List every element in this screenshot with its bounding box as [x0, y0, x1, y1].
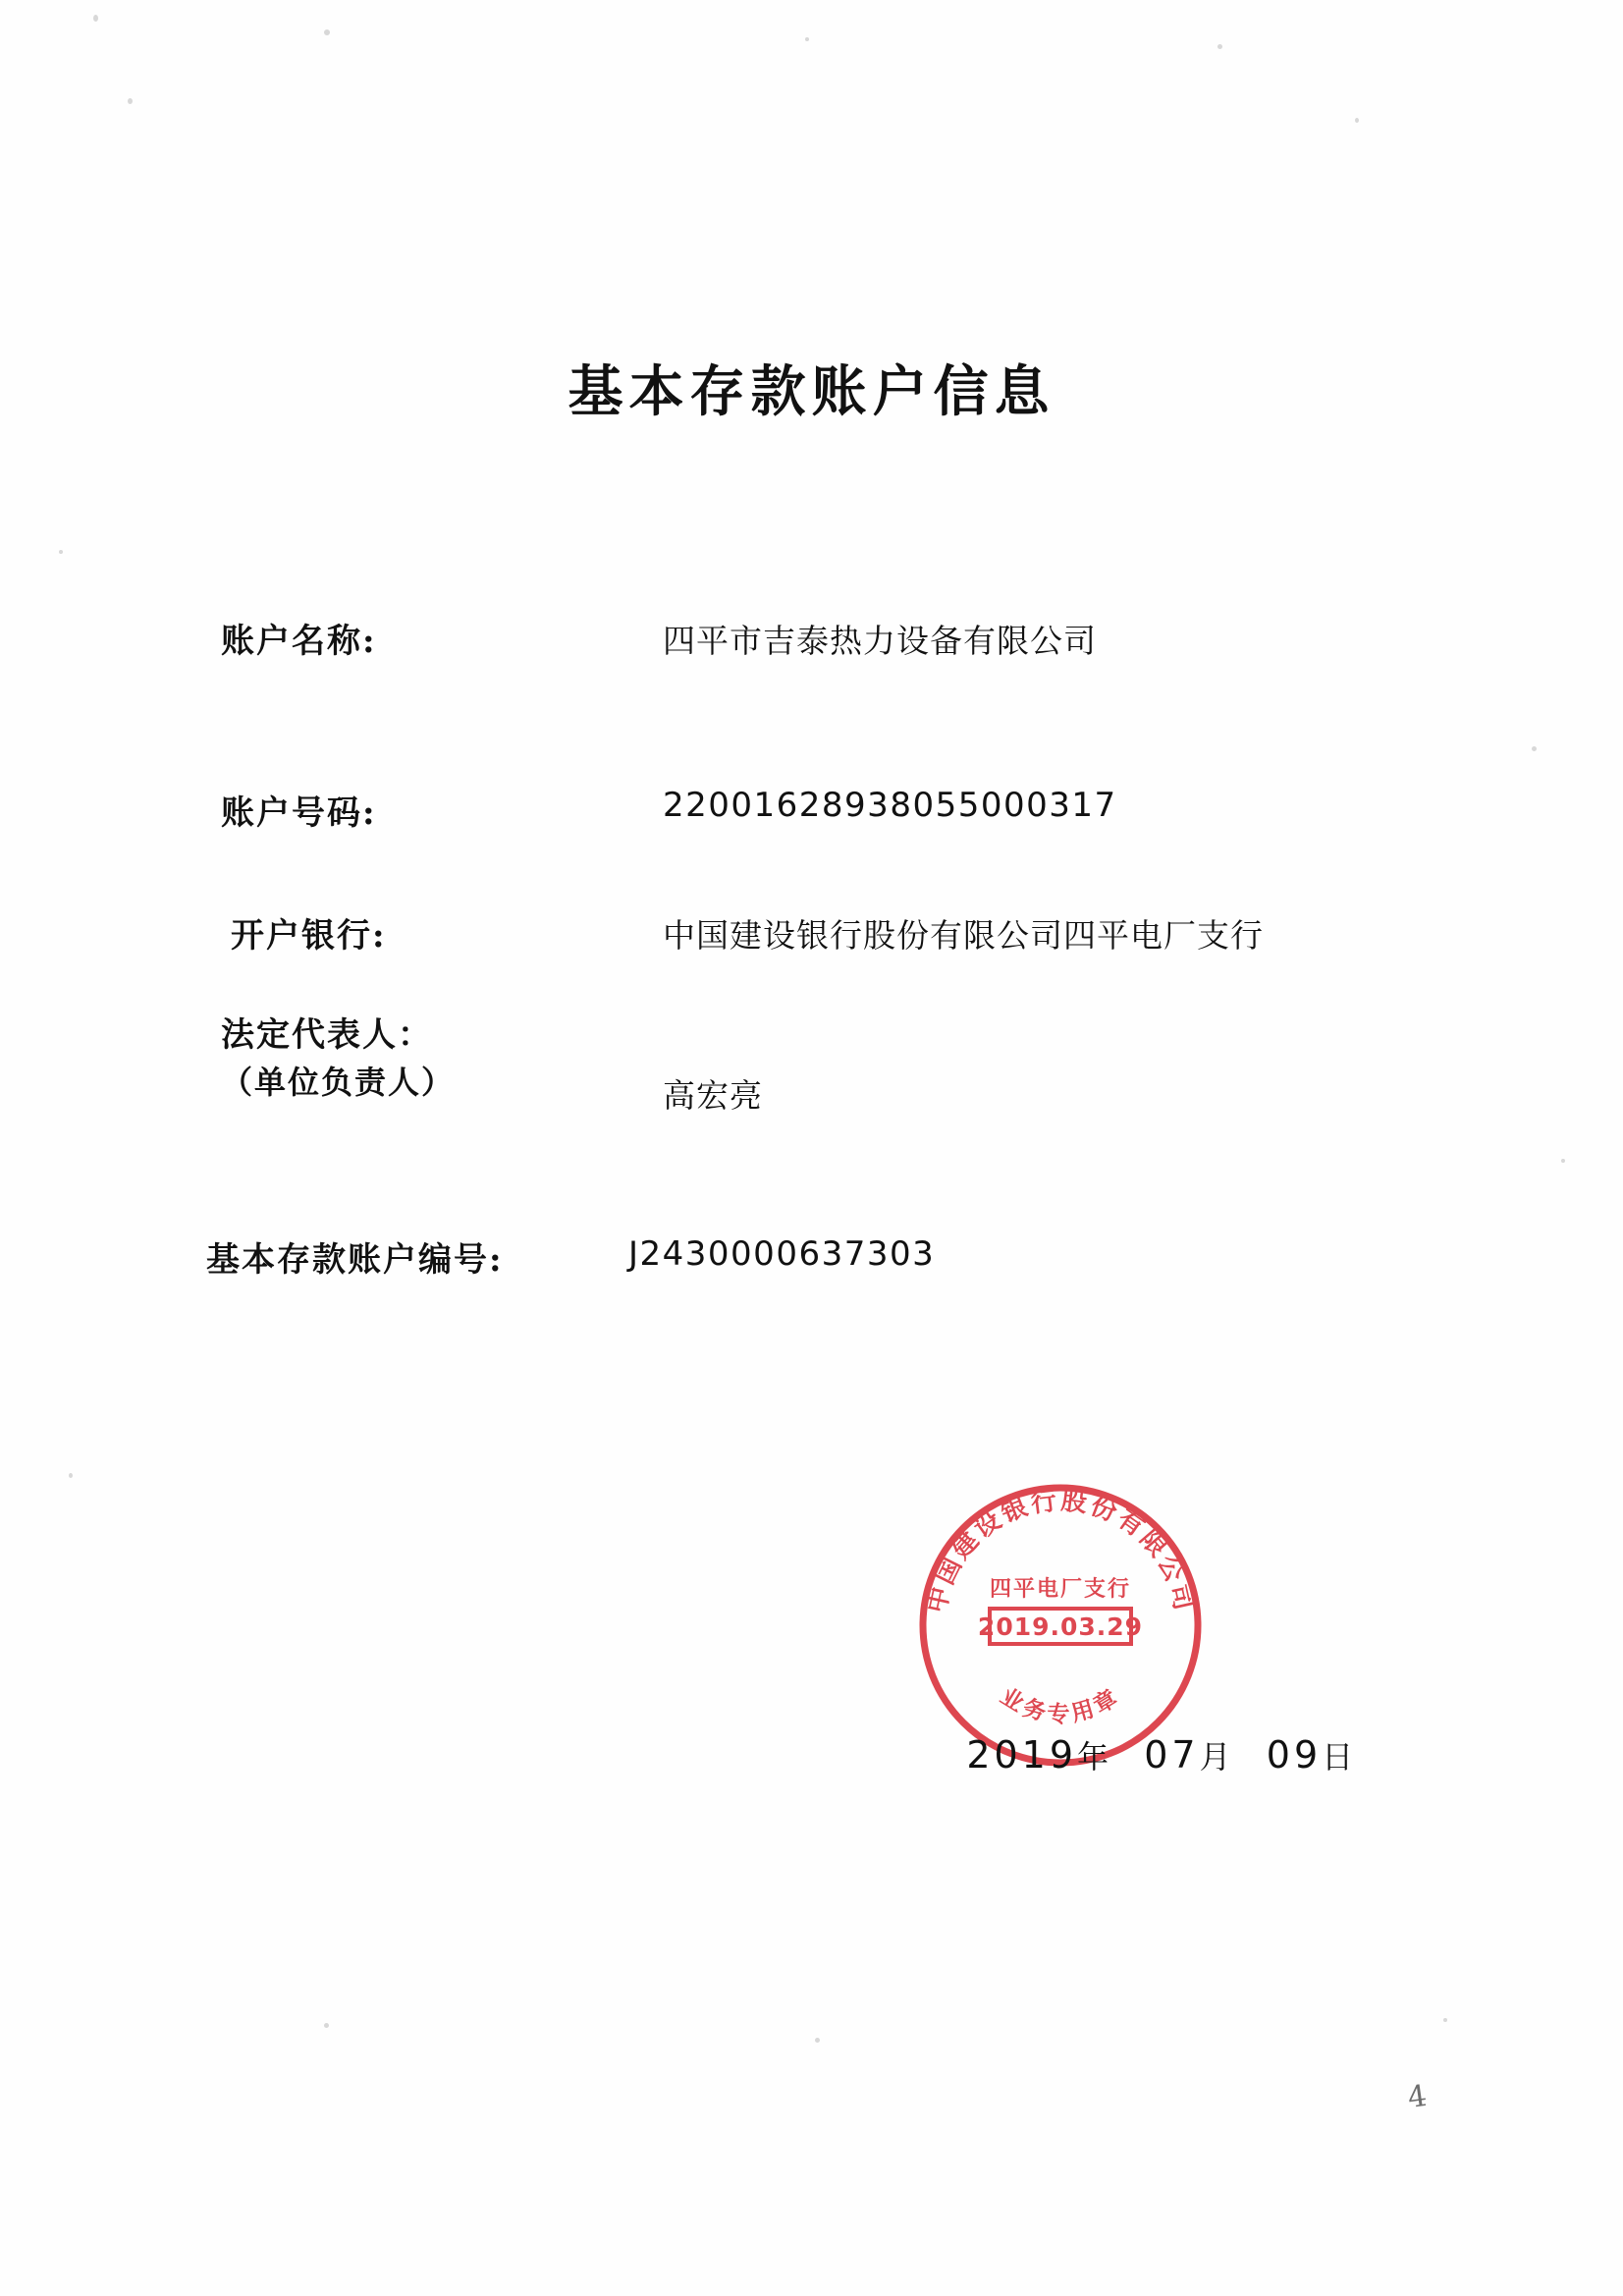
paper-speck — [93, 15, 98, 22]
field-label-bank-name: 开户银行: — [231, 916, 387, 956]
svg-text:业务专用章: 业务专用章 — [996, 1682, 1125, 1727]
paper-speck — [324, 2023, 329, 2028]
field-basic-account-no — [206, 1232, 936, 1281]
paper-speck — [1217, 44, 1222, 49]
field-value-legal-representative: 高宏亮 — [663, 1076, 763, 1115]
field-legal-representative — [221, 1011, 763, 1115]
paper-speck — [815, 2038, 820, 2043]
paper-speck — [1443, 2018, 1447, 2022]
paper-speck — [1532, 746, 1537, 751]
paper-speck — [59, 550, 63, 554]
field-account-number — [221, 786, 1117, 834]
svg-text:2019.03.29: 2019.03.29 — [977, 1613, 1144, 1641]
field-label-legal-representative-line2: （单位负责人） — [221, 1064, 456, 1102]
paper-speck — [324, 29, 330, 35]
svg-text:中国建设银行股份有限公司: 中国建设银行股份有限公司 — [922, 1486, 1199, 1616]
issue-date-month: 07 — [1144, 1733, 1200, 1777]
field-label-account-number: 账户号码: — [221, 793, 377, 833]
field-label-account-name: 账户名称: — [221, 622, 377, 661]
issue-date-year: 2019 — [966, 1733, 1078, 1777]
paper-speck — [69, 1473, 73, 1478]
issue-date-year-char: 年 — [1077, 1738, 1113, 1776]
field-value-account-name: 四平市吉泰热力设备有限公司 — [663, 622, 1097, 660]
paper-speck — [1355, 118, 1359, 123]
field-account-name — [221, 614, 1097, 662]
svg-text:四平电厂支行: 四平电厂支行 — [989, 1576, 1132, 1602]
field-value-account-number: 22001628938055000317 — [663, 786, 1117, 825]
field-label-legal-representative-line1: 法定代表人： — [221, 1015, 433, 1055]
page-title: 基本存款账户信息 — [568, 359, 1055, 424]
paper-speck — [805, 37, 809, 41]
handwritten-mark: 4 — [1405, 2078, 1430, 2116]
issue-date-day: 09 — [1266, 1733, 1323, 1777]
field-label-basic-account-no: 基本存款账户编号: — [206, 1240, 504, 1280]
paper-speck — [128, 98, 133, 104]
field-bank-name — [231, 908, 1264, 957]
issue-date — [903, 1689, 1357, 1821]
issue-date-month-char: 月 — [1199, 1738, 1235, 1776]
field-label-legal-representative — [221, 1011, 455, 1106]
field-value-basic-account-no: J2430000637303 — [628, 1234, 936, 1274]
paper-speck — [1561, 1159, 1565, 1163]
field-value-bank-name: 中国建设银行股份有限公司四平电厂支行 — [663, 916, 1264, 955]
issue-date-day-char: 日 — [1322, 1738, 1358, 1776]
